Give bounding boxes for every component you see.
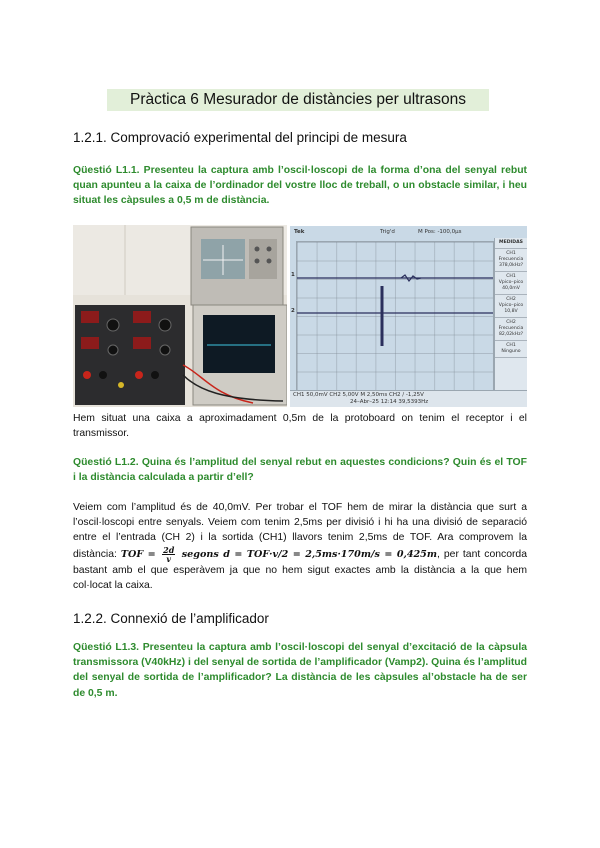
scope-traces	[297, 242, 493, 390]
ch1-marker: 1	[291, 272, 295, 278]
scope-status-line-1: CH1 50,0mV CH2 5,00V M 2,50ms CH2 ∕ -1,25V	[293, 392, 424, 398]
measure-item: CH2 Frecuencia 82,02kHz?	[495, 318, 527, 341]
question-l1-3: Qüestió L1.3. Presenteu la captura amb l’oscil·loscopi del senyal d’excitació de la càpsula transmissora (V40kHz) i del senyal de sortida de l’amplificador (Vamp2). Quina és l’amplitud del senyal de sortida de l’amplificador? La distància de les càpsules al’obstacle ha de ser de 0,5 m.	[73, 642, 527, 699]
scope-status-line-2: 24–Abr–25 12:14 39,5393Hz	[350, 399, 429, 405]
tof-formula: TOF = $\frac{2d}{v}$ segons d = TOF·v/2 = 2,5ms·170m/s = 0,425m	[120, 544, 438, 564]
lab-bench-photo	[73, 225, 287, 407]
measure-item: CH1 Frecuencia 378,0kHz?	[495, 249, 527, 272]
page-title: Pràctica 6 Mesurador de distàncies per ultrasons	[107, 89, 489, 111]
photo-caption: Hem situat una caixa a aproximadament 0,5m de la protoboard on tenim el receptor i el transmissor.	[73, 413, 527, 440]
measure-item: CH1 Ninguno	[495, 341, 527, 358]
measure-item: CH2 Vpico–pico 10,8V	[495, 295, 527, 318]
answer-l1-2-end: per tant concorda bastant amb el que esperàvem ja que no hem sigut exactes amb la distància a la que hem col·locat la caixa.	[73, 548, 527, 591]
scope-status-bar	[290, 390, 527, 407]
section-heading-1: 1.2.1. Comprovació experimental del principi de mesura	[73, 130, 407, 145]
section-heading-2: 1.2.2. Connexió de l’amplificador	[73, 611, 269, 626]
scope-grid	[296, 241, 494, 391]
question-l1-2: Qüestió L1.2. Quina és l’amplitud del senyal rebut en aquestes condicions? Quin és el TOF i la distància calculada a partir d’ell?	[73, 457, 527, 484]
scope-trigger-status: Trig'd	[380, 229, 395, 235]
formula-fraction: $\frac{2d}{v}$	[163, 544, 175, 564]
ch2-marker: 2	[291, 308, 295, 314]
lab-bench-illustration	[73, 225, 287, 407]
measure-item: CH1 Vpico–pico 40,0mV	[495, 272, 527, 295]
answer-l1-2-text: Veiem com l’amplitud és de 40,0mV. Per trobar el TOF hem de mirar la distància que surt a l’oscil·loscopi entre senyals. Veiem com tenim 2,5ms per divisió i hi ha una divisió de separació entre el l’entrada (CH 2) i la sortida (CH1) llavors tenim 2,5ms de TOF. Ara comprovem la distància:	[73, 502, 527, 560]
oscilloscope-screen	[290, 226, 527, 407]
measure-menu-title: MEDIDAS	[495, 238, 527, 249]
scope-measure-menu	[494, 238, 527, 391]
answer-l1-2: Veiem com l’amplitud és de 40,0mV. Per trobar el TOF hem de mirar la distància que surt a l’oscil·loscopi entre senyals. Veiem com tenim 2,5ms per divisió i hi ha una divisió de separació entre el l’entrada (CH 2) i la sortida (CH1) llavors tenim 2,5ms de TOF. Ara comprovem la distància: TOF = $\frac{2d}{v}$ segons d = TOF·v/2 = 2,5ms·170m/s = 0,425m, per tant concorda bastant amb el que esperàvem ja que no hem sigut exactes amb la distància a la que hem col·locat la caixa.	[73, 502, 527, 591]
question-l1-1: Qüestió L1.1. Presenteu la captura amb l’oscil·loscopi de la forma d’ona del senyal rebut quan apunteu a la caixa de l’ordinador del vostre lloc de treball, o un obstacle similar, i heu situat les càpsules a 0,5 m de distància.	[73, 165, 527, 207]
scope-brand: Tek	[294, 229, 305, 235]
scope-mpos: M Pos: -100,0μs	[418, 229, 462, 235]
